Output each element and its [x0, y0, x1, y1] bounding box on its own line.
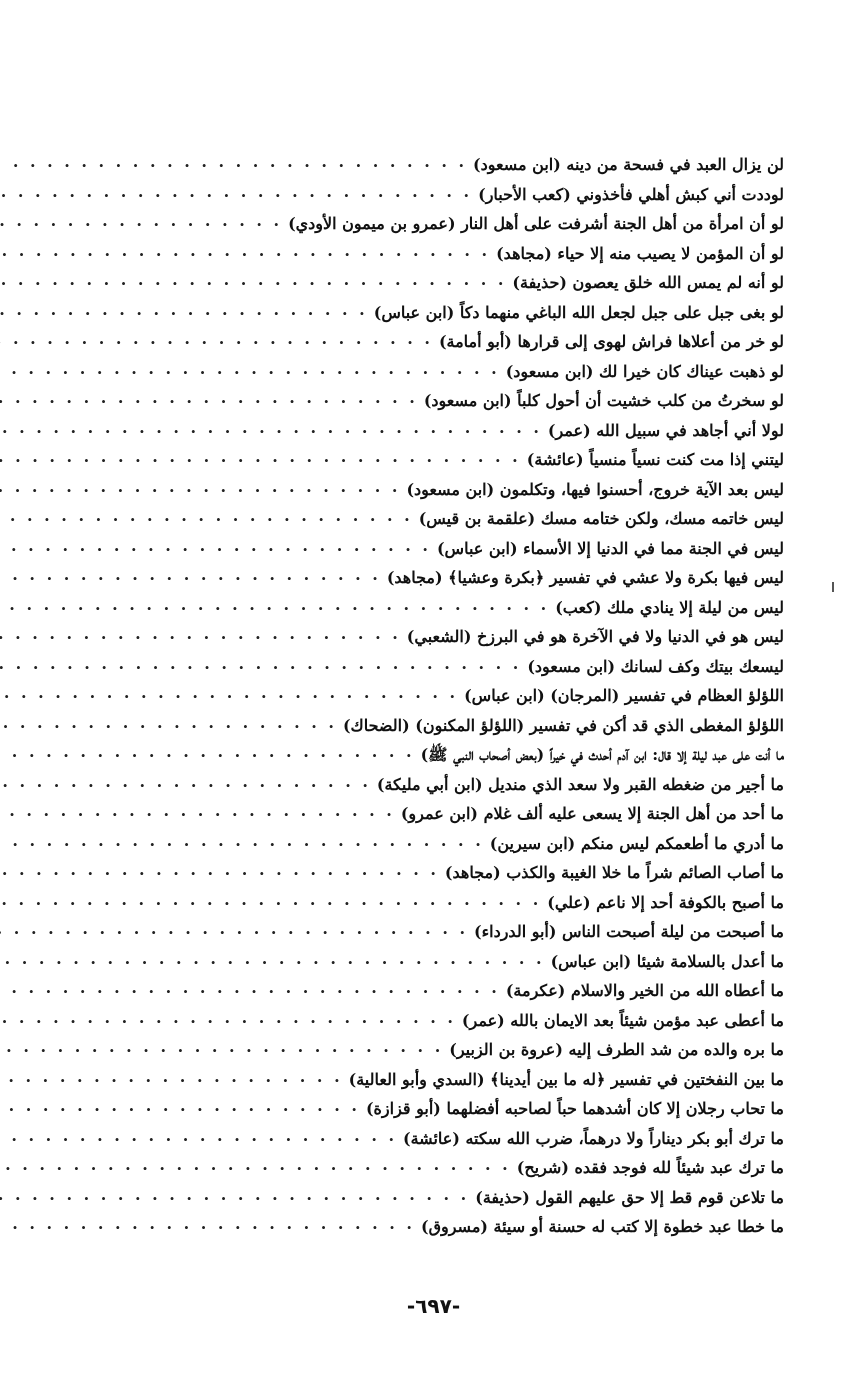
dot-leader: [0, 531, 431, 561]
dot-leader: [0, 1032, 443, 1062]
dot-leader: [0, 1003, 456, 1033]
entry-text: لو أن امرأة من أهل الجنة أشرفت على أهل النار (عمرو بن ميمون الأودي): [288, 214, 784, 233]
entry-text: ما خطا عبد خطوة إلا كتب له حسنة أو سيئة (مسروق): [421, 1217, 784, 1236]
dot-leader: [0, 236, 490, 266]
entry-text: ما ترك عبد شيئاً لله فوجد فقده (شريح): [516, 1158, 784, 1177]
dot-leader: [0, 885, 541, 915]
index-entry: [112, 1065, 784, 1095]
index-entry: [112, 711, 784, 741]
index-entry: [112, 593, 784, 623]
index-entry: [112, 209, 784, 239]
index-entry: [112, 1153, 784, 1183]
index-entry: [112, 829, 784, 859]
dot-leader: [0, 767, 371, 797]
index-entry: [112, 475, 784, 505]
index-entry: [112, 1212, 784, 1242]
index-entry: [112, 268, 784, 298]
dot-leader: [0, 1150, 511, 1180]
index-entry: [112, 917, 784, 947]
entry-text: لو سخرتُ من كلب خشيت أن أحول كلباً (ابن مسعود): [423, 391, 784, 410]
index-entry: [112, 445, 784, 475]
index-entry: [112, 150, 784, 180]
index-entry: [112, 740, 784, 770]
entry-text: ما بين النفختين في تفسير ﴿له ما بين أيدينا﴾ (السدي وأبو العالية): [348, 1069, 784, 1089]
entry-text: ما أصبح بالكوفة أحد إلا ناعم (علي): [547, 892, 784, 912]
dot-leader: [0, 708, 337, 738]
entry-text: اللؤلؤ المغطى الذي قد أكن في تفسير (اللؤلؤ المكنون) (الضحاك): [342, 715, 784, 735]
index-entry: [112, 858, 784, 888]
dot-leader: [0, 826, 484, 856]
entry-text: لو خر من أعلاها فراش لهوى إلى قرارها (أبو أمامة): [438, 332, 784, 351]
dot-leader: [0, 265, 506, 295]
entry-text: ما بره والده من شد الطرف إليه (عروة بن الزبير): [449, 1040, 784, 1059]
index-list: [112, 150, 784, 1242]
index-entry: [112, 622, 784, 652]
entry-text: ما أحد من أهل الجنة إلا يسعى عليه ألف غلام (ابن عمرو): [400, 804, 784, 823]
entry-text: ليتني إذا مت كنت نسياً منسياً (عائشة): [526, 450, 784, 469]
entry-text: لوددت أني كبش أهلي فأخذوني (كعب الأحبار): [478, 184, 784, 204]
entry-text: ما أصبحت من ليلة أصبحت الناس (أبو الدرداء): [474, 922, 784, 941]
index-entry: [112, 888, 784, 918]
dot-leader: [0, 649, 521, 679]
entry-text: ما أعدل بالسلامة شيئا (ابن عباس): [550, 951, 784, 971]
dot-leader: [0, 1091, 360, 1121]
entry-text: ما أعطاه الله من الخير والاسلام (عكرمة): [505, 981, 784, 1000]
index-entry: [112, 563, 784, 593]
index-entry: [112, 681, 784, 711]
dot-leader: [0, 472, 400, 502]
entry-text: اللؤلؤ العظام في تفسير (المرجان) (ابن عباس): [464, 686, 784, 705]
entry-text: لولا أني أجاهد في سبيل الله (عمر): [547, 420, 784, 440]
dot-leader: [0, 295, 368, 325]
dot-leader: [0, 1121, 397, 1151]
dot-leader: [0, 206, 282, 236]
index-entry: [112, 386, 784, 416]
dot-leader: [0, 796, 395, 826]
entry-text: ما أصاب الصائم شراً ما خلا الغيبة والكذب (مجاهد): [444, 863, 784, 882]
index-entry: [112, 1035, 784, 1065]
entry-text: لو أن المؤمن لا يصيب منه إلا حياء (مجاهد): [496, 243, 784, 263]
dot-leader: [0, 560, 381, 590]
index-entry: [112, 298, 784, 328]
index-entry: [112, 1006, 784, 1036]
dot-leader: [0, 354, 500, 384]
dot-leader: [0, 855, 439, 885]
index-entry: [112, 534, 784, 564]
entry-text: لو أنه لم يمس الله خلق يعصون (حذيفة): [512, 273, 784, 292]
entry-text: ما ترك أبو بكر ديناراً ولا درهماً، ضرب الله سكته (عائشة): [403, 1128, 784, 1148]
dot-leader: [0, 944, 545, 974]
dot-leader: [0, 914, 468, 944]
entry-text: ليسعك بيتك وكف لسانك (ابن مسعود): [527, 656, 784, 676]
entry-text: لو بغى جبل على جبل لجعل الله الباغي منهما دكاً (ابن عباس): [373, 302, 784, 322]
dot-leader: [0, 383, 418, 413]
index-entry: [112, 180, 784, 210]
dot-leader: [0, 1180, 469, 1210]
entry-text: ليس فيها بكرة ولا عشي في تفسير ﴿بكرة وعشيا﴾ (مجاهد): [386, 568, 784, 587]
entry-text: لو ذهبت عيناك كان خيرا لك (ابن مسعود): [505, 361, 784, 381]
index-entry: [112, 1183, 784, 1213]
entry-text: ما تلاعن قوم قط إلا حق عليهم القول (حذيفة): [475, 1187, 784, 1207]
index-entry: [112, 799, 784, 829]
dot-leader: [0, 324, 433, 354]
index-entry: [112, 652, 784, 682]
index-entry: [112, 357, 784, 387]
index-entry: [112, 416, 784, 446]
entry-text: ما أدري ما أطعمكم ليس منكم (ابن سيرين): [489, 833, 784, 853]
dot-leader: [0, 442, 521, 472]
dot-leader: [0, 619, 401, 649]
index-entry: [112, 770, 784, 800]
dot-leader: [0, 177, 472, 207]
entry-text: ليس في الجنة مما في الدنيا إلا الأسماء (ابن عباس): [436, 538, 784, 558]
entry-text: لن يزال العبد في فسحة من دينه (ابن مسعود): [473, 155, 784, 174]
margin-mark: [832, 582, 834, 592]
index-entry: [112, 976, 784, 1006]
entry-text: ما أعطى عبد مؤمن شيئاً بعد الايمان بالله (عمر): [461, 1010, 784, 1030]
index-entry: [112, 1124, 784, 1154]
index-entry: [112, 327, 784, 357]
dot-leader: [0, 147, 467, 177]
dot-leader: [0, 737, 415, 767]
dot-leader: [0, 1062, 343, 1092]
entry-text: ليس خاتمه مسك، ولكن ختامه مسك (علقمة بن قيس): [418, 509, 784, 528]
entry-text: ليس هو في الدنيا ولا في الآخرة هو في البرزخ (الشعبي): [406, 627, 784, 646]
dot-leader: [0, 501, 413, 531]
dot-leader: [0, 678, 458, 708]
entry-text: ما تحاب رجلان إلا كان أشدهما حباً لصاحبه أفضلهما (أبو قزازة): [365, 1099, 784, 1118]
index-entry: [112, 1094, 784, 1124]
page-number: -٦٩٧-: [406, 1294, 461, 1318]
index-entry: [112, 504, 784, 534]
entry-text: ما أنت على عبد ليلة إلا قال: ابن آدم أحدث في خيراً (بعض أصحاب النبي ﷺ): [420, 745, 784, 764]
dot-leader: [0, 590, 549, 620]
entry-text: ليس بعد الآية خروج، أحسنوا فيها، وتكلمون (ابن مسعود): [406, 479, 784, 499]
index-entry: [112, 239, 784, 269]
entry-text: ما أجير من ضغطه القبر ولا سعد الذي منديل (ابن أبي مليكة): [376, 774, 784, 794]
dot-leader: [0, 413, 542, 443]
dot-leader: [0, 1209, 415, 1239]
index-entry: [112, 947, 784, 977]
entry-text: ليس من ليلة إلا ينادي ملك (كعب): [555, 597, 784, 617]
dot-leader: [0, 973, 500, 1003]
